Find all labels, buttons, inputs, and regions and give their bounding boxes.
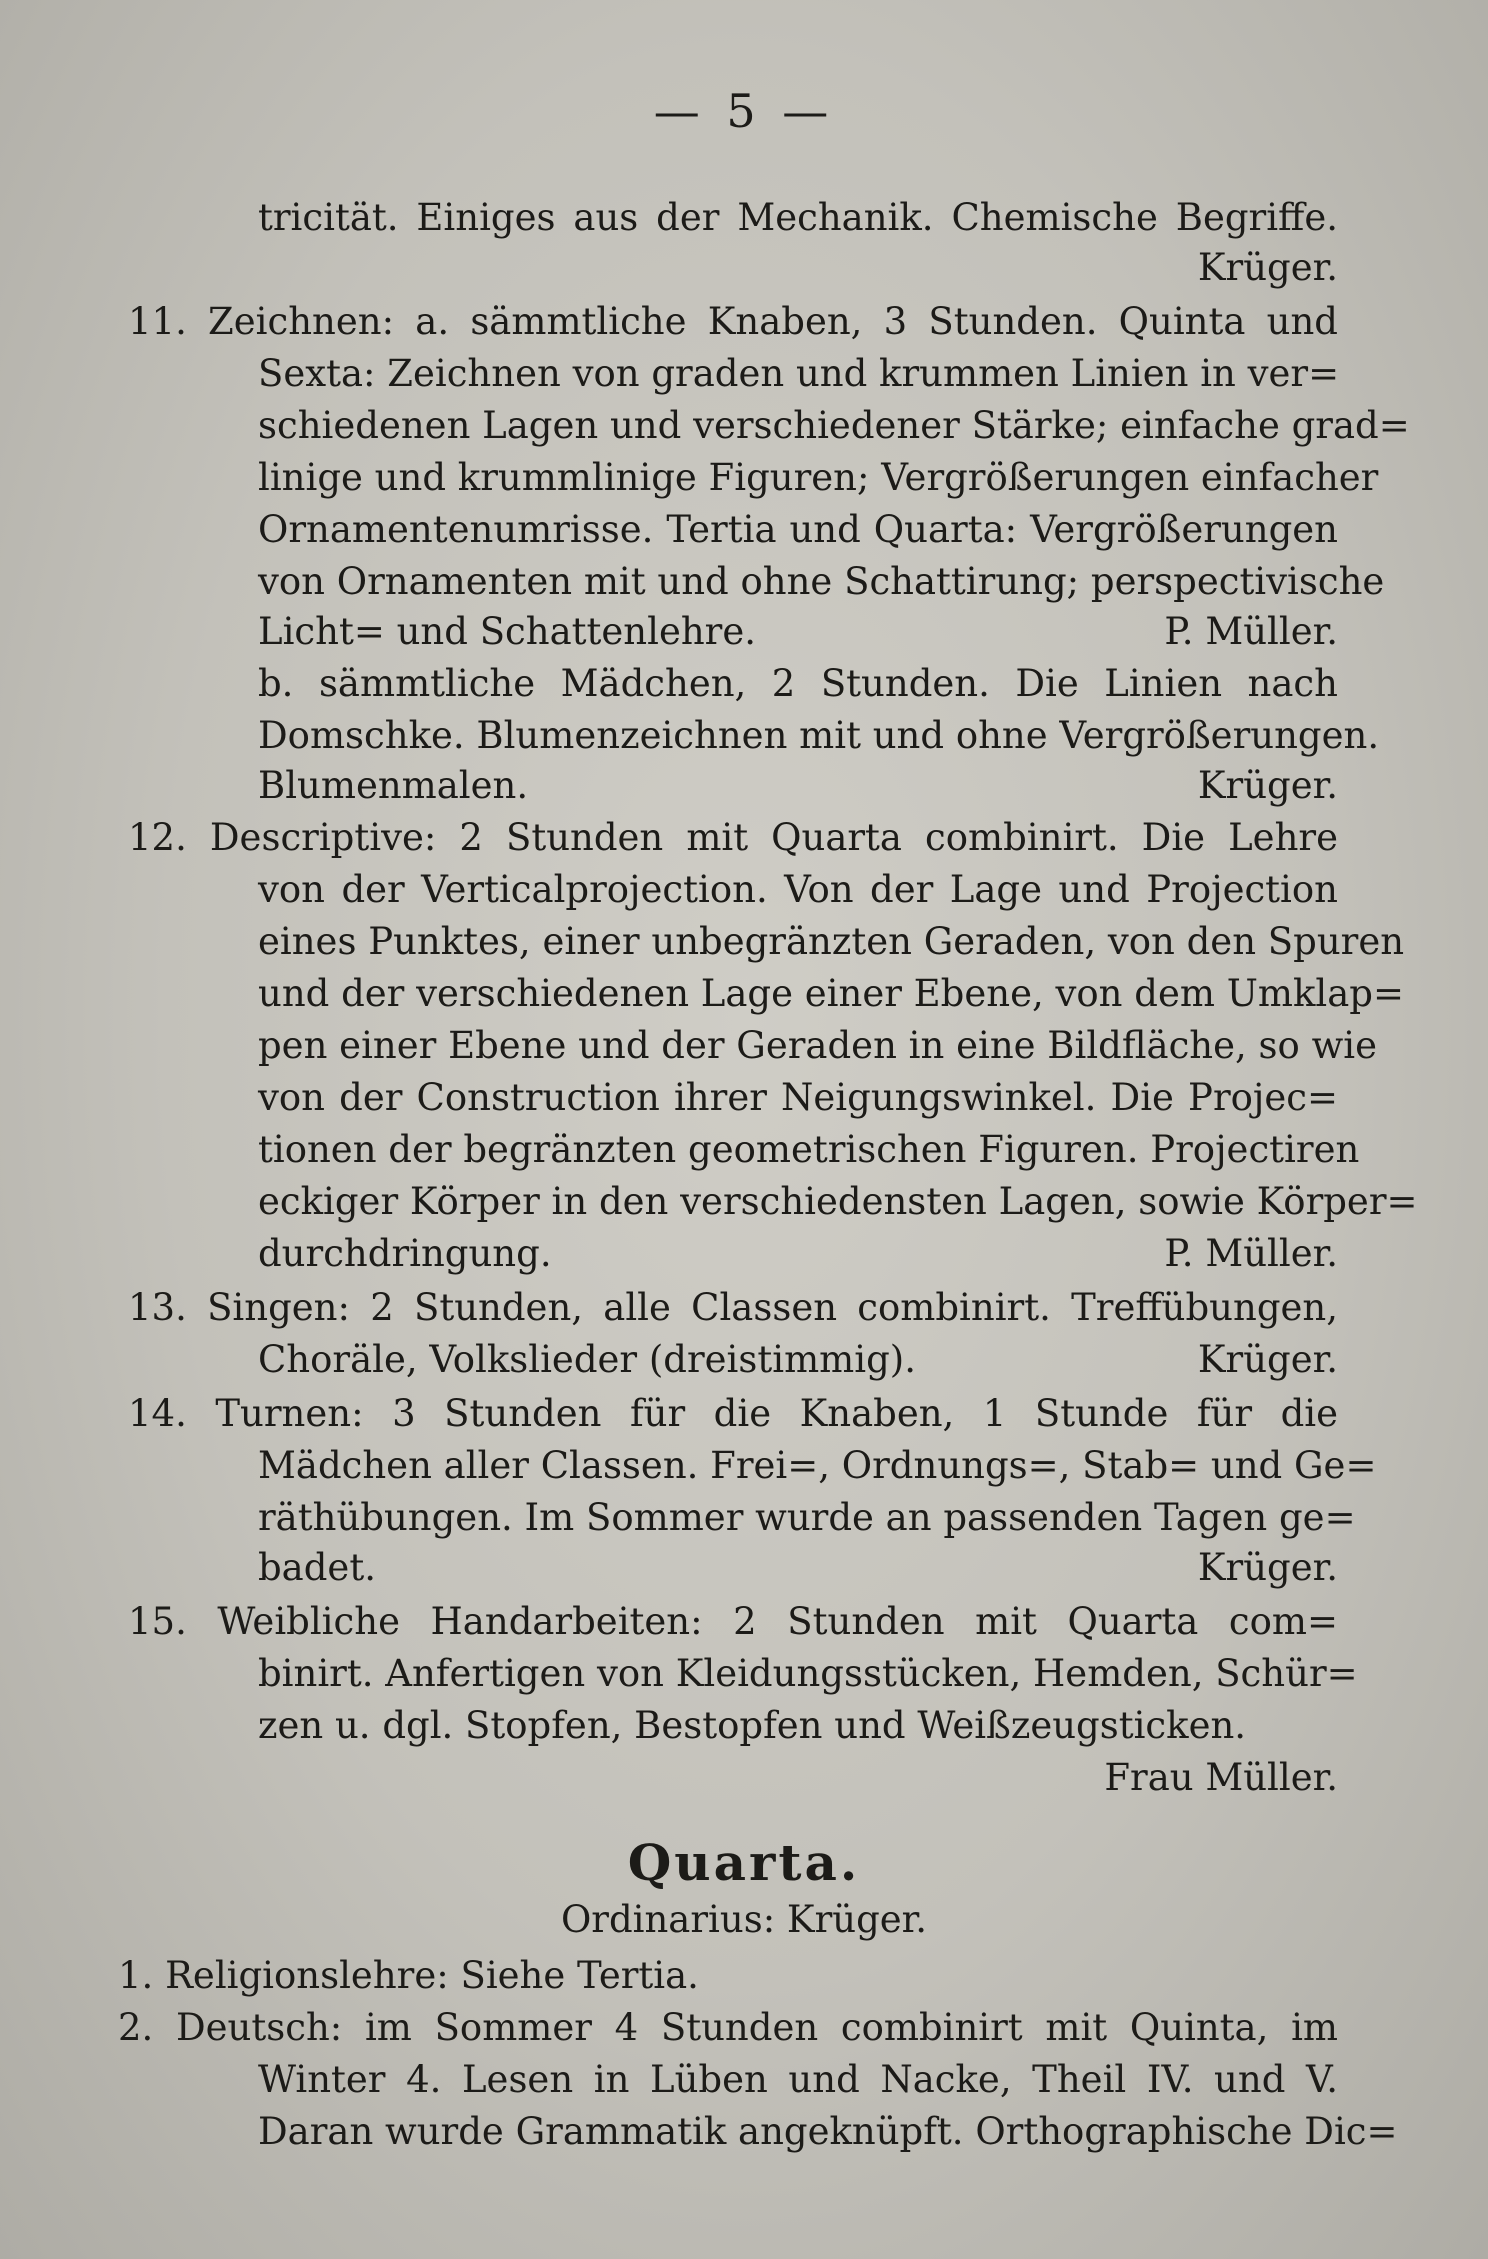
signature-line: Krüger. <box>1197 764 1338 807</box>
text-line: Daran wurde Grammatik angeknüpft. Orthographische Dic= <box>258 2110 1398 2153</box>
quarta-item-2: 2. Deutsch: im Sommer 4 Stunden combinirt mit Quinta, im <box>118 2006 1338 2049</box>
text-line: von der Verticalprojection. Von der Lage und Projection <box>258 868 1338 911</box>
section-13-heading: 13. Singen: 2 Stunden, alle Classen combinirt. Treffübungen, <box>128 1286 1338 1329</box>
signature-line: Krüger. <box>1197 1338 1338 1381</box>
text-line: Blumenmalen. <box>258 764 529 807</box>
text-line: von Ornamenten mit und ohne Schattirung; perspectivische <box>258 560 1385 603</box>
text-line: von der Construction ihrer Neigungswinkel. Die Projec= <box>258 1076 1338 1119</box>
text-line: Mädchen aller Classen. Frei=, Ordnungs=, Stab= und Ge= <box>258 1444 1377 1487</box>
text-line: Sexta: Zeichnen von graden und krummen Linien in ver= <box>258 352 1340 395</box>
signature-line: P. Müller. <box>1164 610 1338 653</box>
text-line: b. sämmtliche Mädchen, 2 Stunden. Die Linien nach <box>258 662 1338 705</box>
text-line: pen einer Ebene und der Geraden in eine Bildfläche, so wie <box>258 1024 1377 1067</box>
signature-line: P. Müller. <box>1164 1232 1338 1275</box>
text-line: tionen der begränzten geometrischen Figuren. Projectiren <box>258 1128 1360 1171</box>
text-line: und der verschiedenen Lage einer Ebene, von dem Umklap= <box>258 972 1404 1015</box>
signature-line: Krüger. <box>1197 1546 1338 1589</box>
section-14-heading: 14. Turnen: 3 Stunden für die Knaben, 1 Stunde für die <box>128 1392 1338 1435</box>
text-line: Ornamentenumrisse. Tertia und Quarta: Vergrößerungen <box>258 508 1338 551</box>
text-line: eines Punktes, einer unbegränzten Geraden, von den Spuren <box>258 920 1405 963</box>
page-number: — 5 — <box>653 84 835 138</box>
text-line: badet. <box>258 1546 376 1589</box>
signature-line: Krüger. <box>1197 246 1338 289</box>
section-15-heading: 15. Weibliche Handarbeiten: 2 Stunden mit Quarta com= <box>128 1600 1338 1643</box>
text-line: räthübungen. Im Sommer wurde an passenden Tagen ge= <box>258 1496 1356 1539</box>
ordinarius-line: Ordinarius: Krüger. <box>560 1898 928 1941</box>
text-line: Choräle, Volkslieder (dreistimmig). <box>258 1338 916 1381</box>
text-line: binirt. Anfertigen von Kleidungsstücken, Hemden, Schür= <box>258 1652 1358 1695</box>
text-line: tricität. Einiges aus der Mechanik. Chemische Begriffe. <box>258 196 1338 239</box>
text-line: Domschke. Blumenzeichnen mit und ohne Vergrößerungen. <box>258 714 1380 757</box>
text-line: zen u. dgl. Stopfen, Bestopfen und Weißzeugsticken. <box>258 1704 1247 1747</box>
signature-line: Frau Müller. <box>1104 1756 1338 1799</box>
text-line: durchdringung. <box>258 1232 552 1275</box>
text-line: Winter 4. Lesen in Lüben und Nacke, Theil IV. und V. <box>258 2058 1338 2101</box>
text-line: linige und krummlinige Figuren; Vergrößerungen einfacher <box>258 456 1379 499</box>
section-title: Quarta. <box>627 1833 861 1892</box>
section-11-heading: 11. Zeichnen: a. sämmtliche Knaben, 3 Stunden. Quinta und <box>128 300 1338 343</box>
section-12-heading: 12. Descriptive: 2 Stunden mit Quarta combinirt. Die Lehre <box>128 816 1338 859</box>
text-line: eckiger Körper in den verschiedensten Lagen, sowie Körper= <box>258 1180 1418 1223</box>
text-line: Licht= und Schattenlehre. <box>258 610 757 653</box>
quarta-item-1: 1. Religionslehre: Siehe Tertia. <box>118 1954 699 1997</box>
text-line: schiedenen Lagen und verschiedener Stärke; einfache grad= <box>258 404 1410 447</box>
